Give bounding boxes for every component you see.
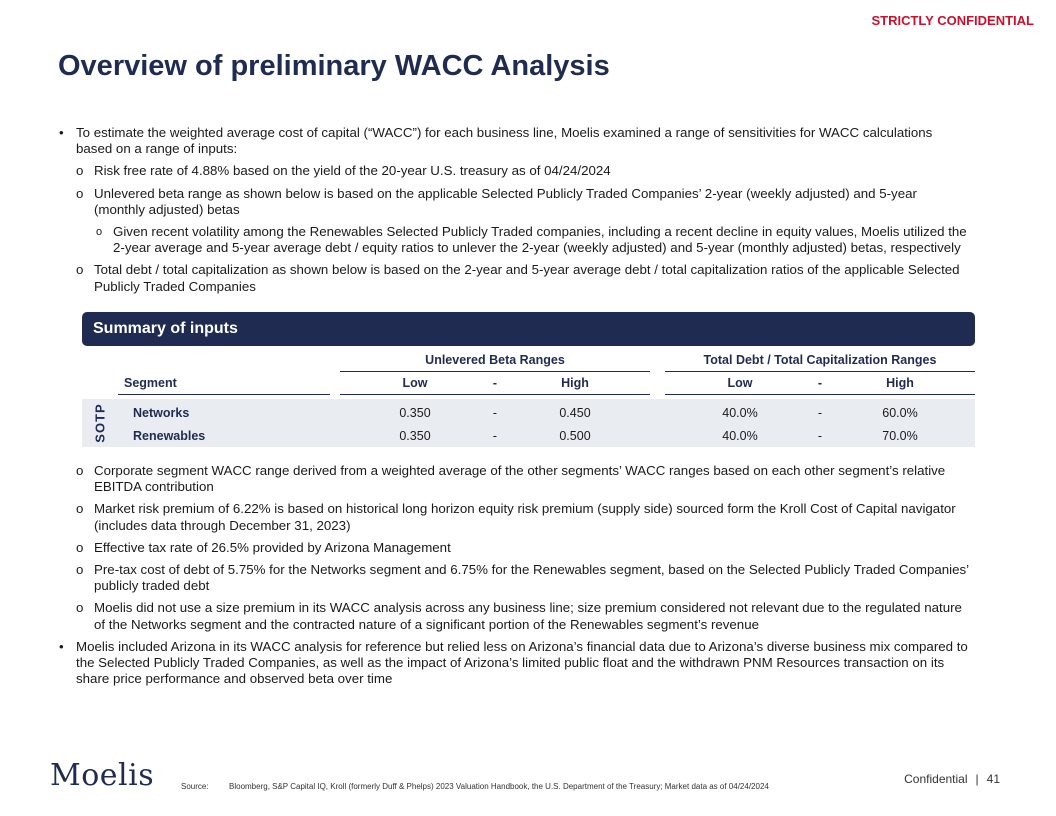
bullet-text: Given recent volatility among the Renewables Selected Publicly Traded companies, including a recent decline in equity values, Moelis utilized the 2-year average and 5-year average debt / equity ratios to unlever the 2-year (weekly adjusted) and 5-year (monthly adjusted) betas, respectively bbox=[113, 224, 967, 256]
source-label: Source: bbox=[181, 782, 209, 791]
beta-high-value: 0.500 bbox=[559, 429, 591, 443]
bullet-item bbox=[58, 639, 970, 688]
summary-header-bar bbox=[82, 312, 975, 346]
bullet-dot-icon: • bbox=[59, 638, 64, 654]
bullet-item bbox=[58, 262, 970, 294]
col-header-segment bbox=[118, 376, 330, 395]
debt-dash: - bbox=[817, 429, 823, 443]
bullet-text: Risk free rate of 4.88% based on the yield of the 20-year U.S. treasury as of 04/24/2024 bbox=[94, 163, 611, 179]
debt-high-value: 60.0% bbox=[882, 406, 918, 420]
bullet-item bbox=[58, 186, 970, 218]
moelis-logo: Moelis bbox=[50, 758, 155, 793]
bullets-top bbox=[58, 125, 970, 301]
source-note bbox=[181, 782, 769, 791]
debt-low-value: 40.0% bbox=[722, 429, 758, 443]
bullet-item bbox=[58, 125, 970, 157]
source-text: Bloomberg, S&P Capital IQ, Kroll (formerly Duff & Phelps) 2023 Valuation Handbook, the U.S. Department of the Treasury; Market data as of 04/24/2024 bbox=[229, 782, 769, 791]
bullet-circle-icon: o bbox=[76, 600, 84, 616]
bullet-text: Market risk premium of 6.22% is based on historical long horizon equity risk premium (supply side) sourced form the Kroll Cost of Capital navigator (includes data through December 31, 2023) bbox=[94, 501, 956, 533]
footer-separator: | bbox=[975, 772, 979, 786]
bullet-circle-icon: o bbox=[96, 226, 103, 239]
debt-high-value: 70.0% bbox=[882, 429, 918, 443]
col-segment-label: Segment bbox=[124, 376, 177, 390]
strictly-confidential-tag: STRICTLY CONFIDENTIAL bbox=[871, 13, 1034, 28]
bullet-circle-icon: o bbox=[76, 501, 84, 517]
footer-confidential-label: Confidential bbox=[904, 772, 968, 786]
segment-name: Renewables bbox=[133, 429, 206, 443]
beta-dash: - bbox=[492, 429, 498, 443]
page-title: Overview of preliminary WACC Analysis bbox=[58, 50, 610, 82]
col-beta-dash: - bbox=[492, 376, 498, 390]
bullet-text: Moelis included Arizona in its WACC analysis for reference but relied less on Arizona’s financial data due to Arizona’s diverse business mix compared to the Selected Publicly Traded Companies, as well as the impact of Arizona’s limited public float and the withdrawn PNM Resources transaction on its share price performance and observed beta over time bbox=[76, 638, 968, 687]
beta-dash: - bbox=[492, 406, 498, 420]
bullet-item bbox=[58, 501, 970, 533]
col-beta-high: High bbox=[561, 376, 589, 390]
table-row-networks bbox=[82, 401, 975, 423]
bullet-text: Moelis did not use a size premium in its WACC analysis across any business line; size premium considered not relevant due to the regulated nature of the Networks segment and the contracted nature of a significant portion of the Renewables segment’s revenue bbox=[94, 600, 962, 632]
beta-low-value: 0.350 bbox=[399, 406, 431, 420]
bullet-item bbox=[58, 562, 970, 594]
bullet-item bbox=[58, 540, 970, 556]
bullet-item bbox=[58, 463, 970, 495]
bullet-item bbox=[58, 600, 970, 632]
bullet-text: Corporate segment WACC range derived from a weighted average of the other segments’ WACC ranges based on each other segment’s relative EBITDA contribution bbox=[94, 463, 946, 495]
debt-dash: - bbox=[817, 406, 823, 420]
group-header-beta: Unlevered Beta Ranges bbox=[340, 353, 650, 372]
segment-name: Networks bbox=[133, 406, 190, 420]
bullet-dot-icon: • bbox=[59, 125, 64, 140]
table-row-renewables bbox=[82, 424, 975, 446]
bullet-circle-icon: o bbox=[76, 262, 84, 278]
group-header-debt: Total Debt / Total Capitalization Ranges bbox=[665, 353, 975, 372]
bullet-circle-icon: o bbox=[76, 163, 84, 179]
bullet-text: To estimate the weighted average cost of capital (“WACC”) for each business line, Moelis examined a range of sensitivities for WACC calculations based on a range of inputs: bbox=[76, 125, 933, 157]
col-debt-high: High bbox=[886, 376, 914, 390]
bullets-bottom bbox=[58, 463, 970, 693]
page-number: 41 bbox=[986, 772, 1000, 786]
sotp-label: SOTP bbox=[92, 403, 108, 443]
bullet-item bbox=[58, 163, 970, 179]
summary-heading: Summary of inputs bbox=[93, 320, 238, 337]
col-header-debt bbox=[665, 376, 975, 395]
col-header-beta bbox=[340, 376, 650, 395]
debt-low-value: 40.0% bbox=[722, 406, 758, 420]
bullet-circle-icon: o bbox=[76, 562, 84, 578]
bullet-text: Effective tax rate of 26.5% provided by Arizona Management bbox=[94, 539, 451, 555]
bullet-text: Total debt / total capitalization as shown below is based on the 2-year and 5-year average debt / total capitalization ratios of the applicable Selected Publicly Traded Companies bbox=[94, 262, 960, 294]
col-debt-low: Low bbox=[727, 376, 753, 390]
beta-high-value: 0.450 bbox=[559, 406, 591, 420]
bullet-text: Unlevered beta range as shown below is based on the applicable Selected Publicly Traded Companies’ 2-year (weekly adjusted) and 5-year (monthly adjusted) betas bbox=[94, 185, 917, 217]
bullet-circle-icon: o bbox=[76, 463, 84, 478]
col-debt-dash: - bbox=[817, 376, 823, 390]
bullet-item bbox=[58, 224, 970, 256]
bullet-circle-icon: o bbox=[76, 539, 84, 555]
beta-low-value: 0.350 bbox=[399, 429, 431, 443]
bullet-circle-icon: o bbox=[76, 185, 84, 201]
col-beta-low: Low bbox=[402, 376, 428, 390]
bullet-text: Pre-tax cost of debt of 5.75% for the Networks segment and 6.75% for the Renewables segment, based on the Selected Publicly Traded Companies’ publicly traded debt bbox=[94, 562, 969, 594]
footer-confidential bbox=[904, 772, 1000, 786]
